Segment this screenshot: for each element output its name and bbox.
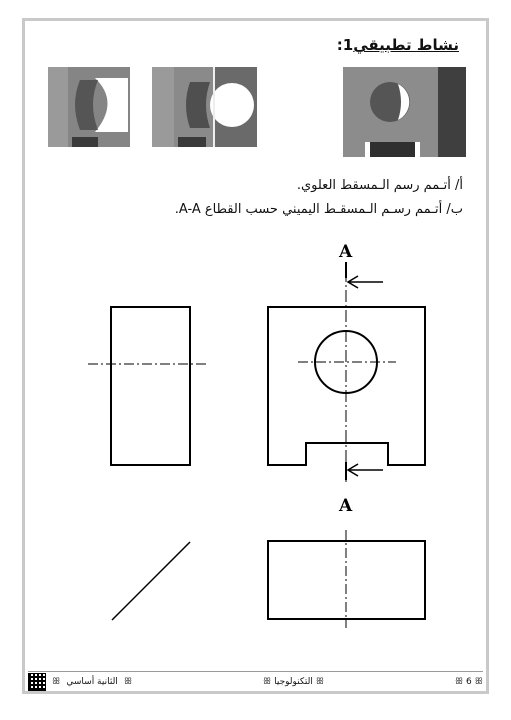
page-footer <box>28 671 483 692</box>
section-label-bottom: A <box>339 496 353 516</box>
question-b: ب/ أتـمم رسـم الـمسقـط اليميني حسب القطاع A-A. <box>174 202 463 217</box>
left-view <box>111 307 190 465</box>
qr-code-icon <box>28 673 46 691</box>
activity-title-text: نشاط تطبيقي <box>353 36 459 54</box>
footer-page-number: ꕥ 6 ꕥ <box>454 677 483 687</box>
activity-number: 1: <box>336 36 354 54</box>
footer-level: ꕥ الثانية أساسي ꕥ <box>28 673 132 691</box>
section-label-top: A <box>339 242 353 262</box>
miter-line <box>112 542 190 620</box>
question-a: أ/ أتـمم رسم الـمسقط العلوي. <box>296 178 463 193</box>
footer-subject: ꕥ التكنولوجيا ꕥ <box>262 677 325 687</box>
